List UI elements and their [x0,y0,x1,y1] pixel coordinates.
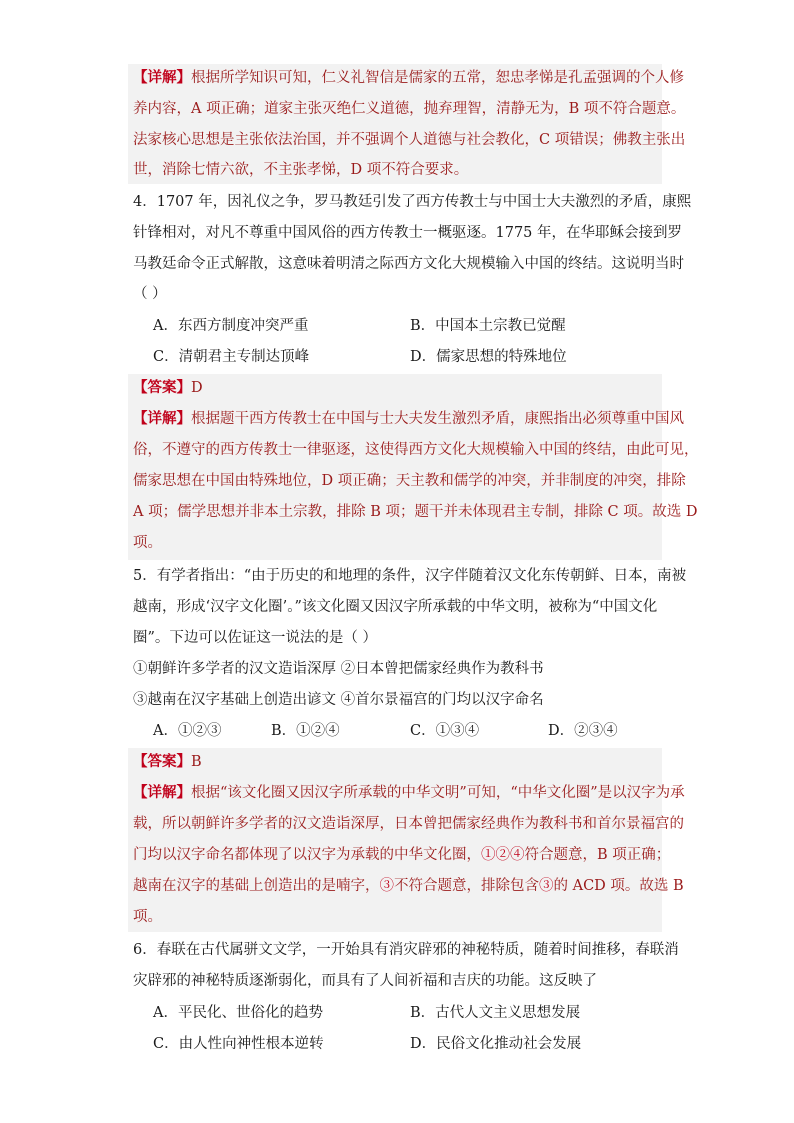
question-4-answer: 【答案】D [133,379,203,396]
question-4-stem: 4．1707 年，因礼仪之争，罗马教廷引发了西方传教士与中国士大夫激烈的矛盾，康熙 [133,194,692,210]
question-4-detail-line: 【详解】根据题干西方传教士在中国与士大夫发生激烈矛盾，康熙指出必须尊重中国风 [133,410,684,427]
question-4-detail-line: 儒家思想在中国由特殊地位，D 项正确；天主教和儒学的冲突，并非制度的冲突，排除 [133,473,686,489]
question-5-detail-line: 门均以汉字命名都体现了以汉字为承载的中华文化圈，①②④符合题意，B 项正确； [133,847,671,863]
question-4-blank: （ ） [133,286,167,302]
question-4-option-d: D．儒家思想的特殊地位 [410,349,567,365]
question-5-detail-line: 越南在汉字的基础上创造出的是喃字，③不符合题意，排除包含③的 ACD 项。故选 B [133,878,684,894]
question-6-option-b: B．古代人文主义思想发展 [410,1005,581,1021]
question-5-detail-line: 项。 [133,909,162,925]
question-5-option-c: C．①③④ [410,723,480,739]
answer-background [128,748,662,932]
question-6-option-c: C．由人性向神性根本逆转 [153,1036,324,1052]
question-5-stem: 越南，形成‘汉字文化圈’。”该文化圈又因汉字所承载的中华文明，被称为“中国文化 [133,599,658,615]
question-5-item-row: ③越南在汉字基础上创造出谚文 ④首尔景福宫的门均以汉字命名 [133,692,544,708]
question-5-option-b: B．①②④ [271,723,340,739]
question-4-option-a: A．东西方制度冲突严重 [153,318,309,334]
question-4-stem: 马教廷命令正式解散，这意味着明清之际西方文化大规模输入中国的终结。这说明当时 [133,256,684,272]
answer-background [128,374,662,560]
question-6-stem: 灾辟邪的神秘特质逐渐弱化，而具有了人间祈福和吉庆的功能。这反映了 [133,973,597,989]
question-5-detail-line: 载，所以朝鲜许多学者的汉文造诣深厚，日本曾把儒家经典作为教科书和首尔景福宫的 [133,816,684,832]
question-6-stem: 6．春联在古代属骈文文学，一开始具有消灾辟邪的神秘特质，随着时间推移，春联消 [133,942,679,958]
question-4-option-c: C．清朝君主专制达顶峰 [153,349,310,365]
explanation-line: 世，消除七情六欲，不主张孝悌，D 项不符合要求。 [133,162,469,178]
question-5-detail-line: 【详解】根据“该文化圈又因汉字所承载的中华文明”可知，“中华文化圈”是以汉字为承 [133,784,685,801]
question-5-answer: 【答案】B [133,753,202,770]
question-4-option-b: B．中国本土宗教已觉醒 [410,318,566,334]
explanation-line: 养内容，A 项正确；道家主张灭绝仁义道德，抛弃理智，清静无为，B 项不符合题意。 [133,101,686,117]
question-5-option-d: D．②③④ [548,723,618,739]
question-6-option-d: D．民俗文化推动社会发展 [410,1036,582,1052]
explanation-line: 【详解】根据所学知识可知，仁义礼智信是儒家的五常，恕忠孝悌是孔孟强调的个人修 [133,69,684,86]
question-4-detail-line: 俗，不遵守的西方传教士一律驱逐，这使得西方文化大规模输入中国的终结，由此可见， [133,442,699,458]
question-5-stem: 圈”。下边可以佐证这一说法的是（ ） [133,630,378,646]
explanation-line: 法家核心思想是主张依法治国，并不强调个人道德与社会教化，C 项错误；佛教主张出 [133,132,686,148]
question-5-option-a: A．①②③ [153,723,222,739]
question-4-stem: 针锋相对，对凡不尊重中国风俗的西方传教士一概驱逐。1775 年，在华耶稣会接到罗 [133,225,683,241]
question-5-stem: 5．有学者指出：“由于历史的和地理的条件，汉字伴随着汉文化东传朝鲜、日本，南被 [133,568,687,584]
question-4-detail-line: A 项；儒学思想并非本土宗教，排除 B 项；题干并未体现君主专制，排除 C 项。故选 D [133,504,698,520]
question-4-detail-line: 项。 [133,535,162,551]
question-5-item-row: ①朝鲜许多学者的汉文造诣深厚 ②日本曾把儒家经典作为教科书 [133,661,544,677]
question-6-option-a: A．平民化、世俗化的趋势 [153,1005,323,1021]
explanation-tag: 【详解】 [133,69,191,86]
